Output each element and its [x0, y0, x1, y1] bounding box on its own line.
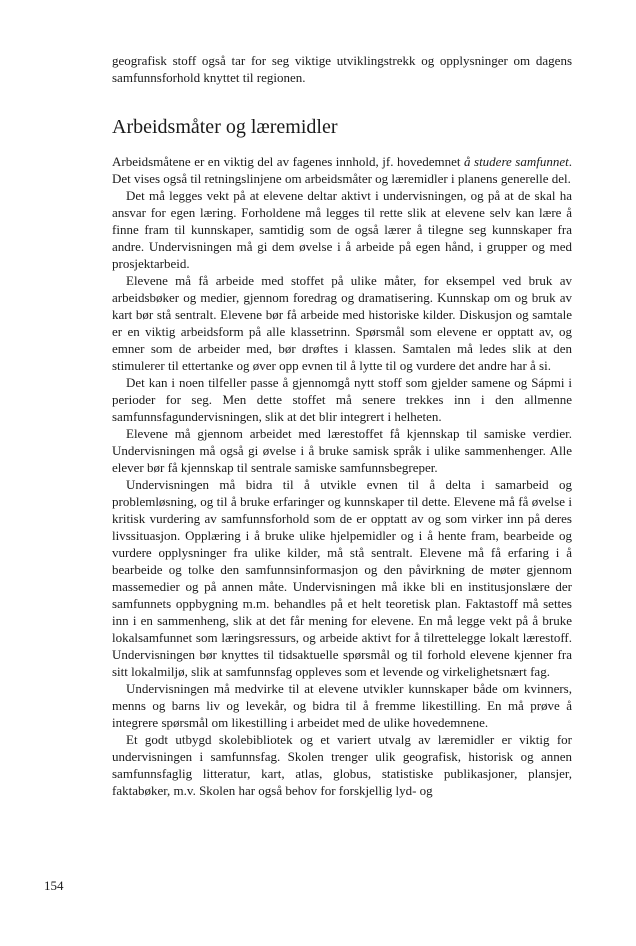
paragraph-4: Det kan i noen tilfeller passe å gjennomgå nytt stoff som gjelder samene og Sápmi i perioder for seg. Men dette stoffet må senere trekkes inn i den allmenne samfunnsfagundervisningen, slik at det blir integrert i helheten. [112, 375, 572, 424]
section-heading: Arbeidsmåter og læremidler [112, 116, 338, 138]
paragraph-7: Undervisningen må medvirke til at elevene utvikler kunnskaper både om kvinners, menns og barns liv og levekår, og bidra til å fremme likestilling. En må prøve å integrere spørsmål om likestilling i arbeidet med de ulike hovedemnene. [112, 681, 572, 730]
paragraph-1-end: . Det vises også til retningslinjene om arbeidsmåter og læremidler i planens generelle del. [112, 154, 572, 186]
page-number: 154 [44, 878, 64, 893]
page-body [112, 52, 572, 799]
paragraph-1-start: Arbeidsmåtene er en viktig del av fagenes innhold, jf. hovedemnet [112, 154, 464, 169]
paragraph-5: Elevene må gjennom arbeidet med lærestoffet få kjennskap til samiske verdier. Undervisningen må også gi øvelse i å bruke samisk språk i ulike sammenhenger. Alle elever bør få kjennskap til sentrale samiske samfunnsbegreper. [112, 426, 572, 475]
intro-paragraph: geografisk stoff også tar for seg viktige utviklingstrekk og opplysninger om dagens samfunnsforhold knyttet til regionen. [112, 53, 572, 85]
paragraph-6: Undervisningen må bidra til å utvikle evnen til å delta i samarbeid og problemløsning, og til å bruke erfaringer og kunnskaper til dette. Elevene må få øvelse i kritisk vurdering av samfunnsforhold som de er opptatt av og som virker inn på deres livssituasjon. Opplæring i å bruke ulike hjelpemidler og i å hente fram, bearbeide og vurdere opplysninger fra ulike kilder, må stå sentralt. Elevene må få erfaring i å bearbeide og tolke den samfunnsinformasjon og den påvirkning de møter gjennom massemedier og på annen måte. Undervisningen må ikke bli en institusjonslære der samfunnets oppbygning m.m. behandles på et helt teoretisk plan. Faktastoff må settes inn i en sammenheng, slik at det får mening for elevene. En må legge vekt på å bruke lokalsamfunnet som læringsressurs, og arbeide aktivt for å tilrettelegge lokalt lærestoff. Undervisningen bør knyttes til tidsaktuelle spørsmål og til forhold elevene kjenner fra sitt lokalmiljø, slik at samfunnsfag oppleves som et levende og virkelighetsnært fag. [112, 477, 572, 679]
paragraph-1 [112, 153, 572, 187]
paragraph-1-italic: å studere samfunnet [464, 154, 569, 169]
paragraph-8: Et godt utbygd skolebibliotek og et variert utvalg av læremidler er viktig for undervisningen i samfunnsfag. Skolen trenger ulik geografisk, historisk og annen samfunnsfaglig litteratur, kart, atlas, globus, statistiske publikasjoner, plansjer, faktabøker, m.v. Skolen har også behov for forskjellig lyd- og [112, 732, 572, 798]
paragraph-3: Elevene må få arbeide med stoffet på ulike måter, for eksempel ved bruk av arbeidsbøker og medier, gjennom foredrag og dramatisering. Kunnskap om og bruk av kart bør stå sentralt. Elevene bør få arbeide med historiske kilder. Diskusjon og samtale er en viktig arbeidsform på alle klassetrinn. Spørsmål som elevene er opptatt av, og emner som de arbeider med, bør drøftes i klassen. Samtalen må ledes slik at den stimulerer til ettertanke og øver opp evnen til å lytte til og vurdere det andre har å si. [112, 273, 572, 373]
paragraph-2: Det må legges vekt på at elevene deltar aktivt i undervisningen, og på at de skal ha ansvar for egen læring. Forholdene må legges til rette slik at elevene selv kan lære å finne fram til kunnskaper, samtidig som de også lærer å tilegne seg kunnskaper fra andre. Undervisningen må gi dem øvelse i å arbeide på egen hånd, i grupper og med prosjektarbeid. [112, 188, 572, 271]
